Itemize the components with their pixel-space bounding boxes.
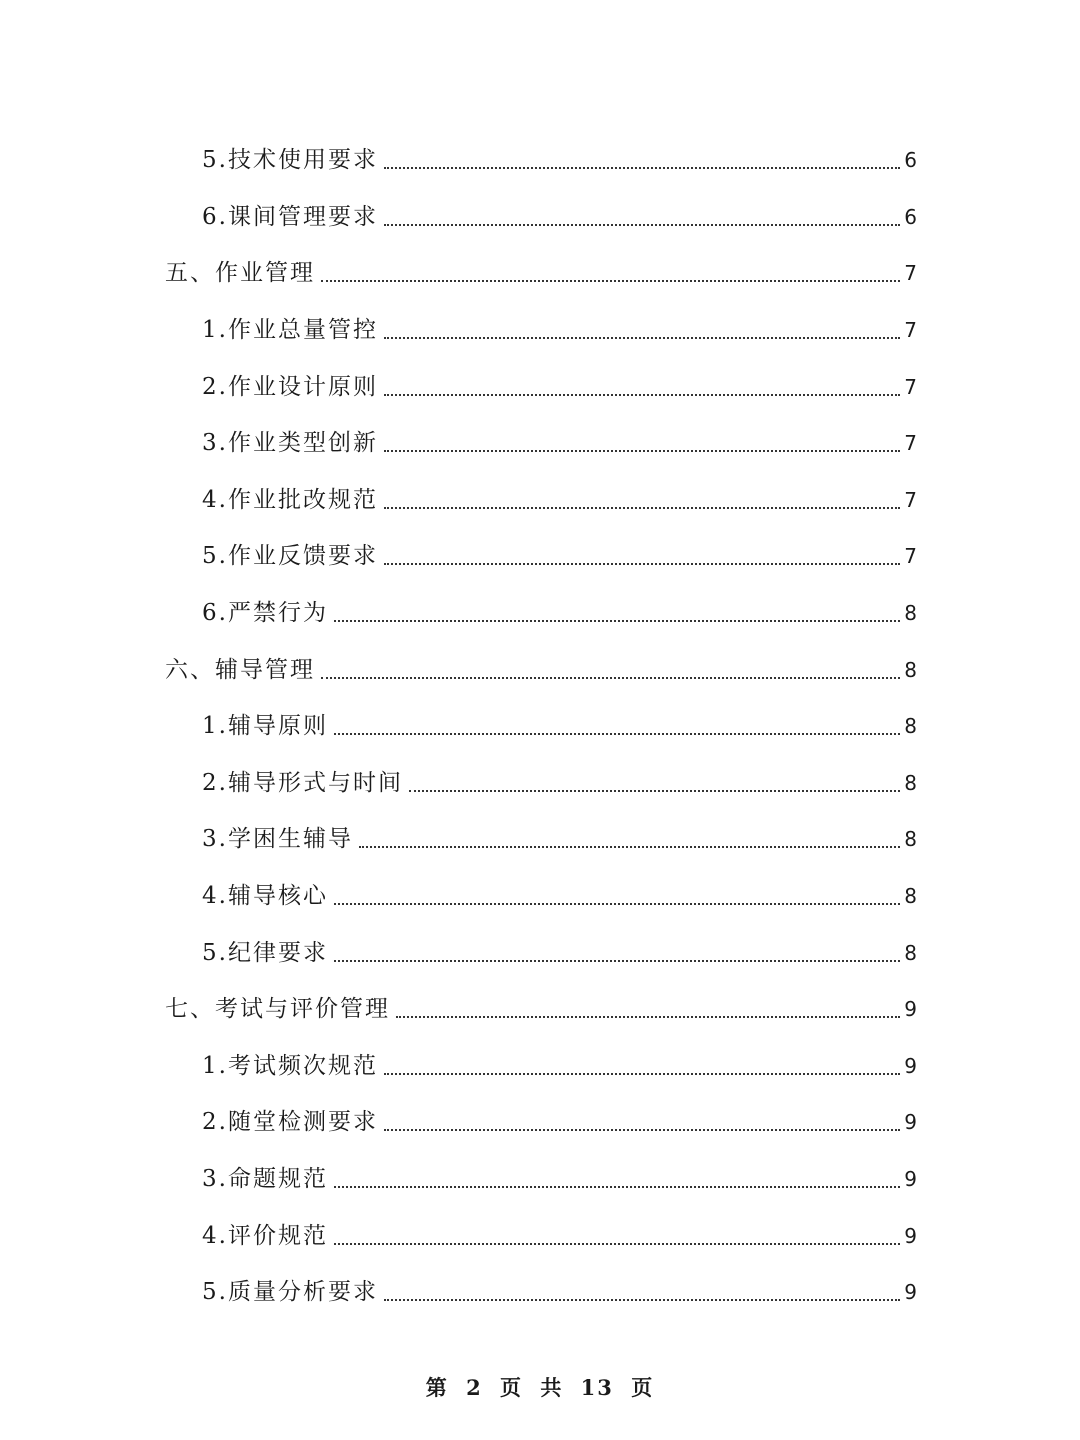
footer-suffix: 页 [631, 1375, 655, 1400]
toc-entry-page: 9 [904, 1280, 917, 1304]
toc-dot-leader [384, 1072, 900, 1075]
toc-entry-title: 五、作业管理 [165, 260, 315, 286]
toc-entry-title: 5.纪律要求 [202, 940, 328, 966]
footer-current-page: 2 [466, 1375, 483, 1400]
toc-dot-leader [334, 732, 900, 735]
toc-dot-leader [384, 562, 900, 565]
toc-entry-title: 5.技术使用要求 [202, 147, 378, 173]
toc-entry-page: 9 [904, 1167, 917, 1191]
toc-entry-page: 9 [904, 997, 917, 1021]
toc-dot-leader [384, 223, 900, 226]
toc-entry-title: 1.辅导原则 [202, 713, 328, 739]
toc-dot-leader [334, 959, 900, 962]
toc-entry-title: 5.作业反馈要求 [202, 543, 378, 569]
toc-dot-leader [384, 1298, 900, 1301]
toc-entry[interactable] [202, 876, 917, 916]
toc-entry-title: 2.作业设计原则 [202, 374, 378, 400]
footer-prefix: 第 [425, 1375, 449, 1400]
toc-entry-page: 7 [904, 318, 917, 342]
toc-entry[interactable] [202, 1159, 917, 1199]
toc-dot-leader [321, 676, 900, 679]
toc-entry-title: 七、考试与评价管理 [165, 996, 390, 1022]
toc-entry[interactable] [202, 480, 917, 520]
toc-entry[interactable] [202, 310, 917, 350]
toc-section-entry[interactable] [165, 650, 917, 690]
toc-entry[interactable] [202, 423, 917, 463]
toc-entry-page: 7 [904, 261, 917, 285]
toc-entry-page: 6 [904, 205, 917, 229]
toc-dot-leader [334, 1242, 900, 1245]
toc-entry-page: 9 [904, 1054, 917, 1078]
toc-dot-leader [384, 1128, 900, 1131]
toc-entry-title: 2.随堂检测要求 [202, 1109, 378, 1135]
toc-entry-title: 六、辅导管理 [165, 657, 315, 683]
footer-page-word: 页 [500, 1375, 524, 1400]
toc-entry-page: 9 [904, 1224, 917, 1248]
toc-entry-page: 7 [904, 431, 917, 455]
toc-entry-page: 8 [904, 941, 917, 965]
toc-entry-title: 5.质量分析要求 [202, 1279, 378, 1305]
toc-entry-page: 8 [904, 771, 917, 795]
toc-dot-leader [384, 166, 900, 169]
toc-entry-page: 8 [904, 884, 917, 908]
footer-total-pages: 13 [580, 1375, 614, 1400]
toc-dot-leader [321, 279, 900, 282]
toc-entry-title: 1.作业总量管控 [202, 317, 378, 343]
toc-entry[interactable] [202, 706, 917, 746]
toc-entry-title: 6.严禁行为 [202, 600, 328, 626]
page-footer [0, 1372, 1080, 1402]
toc-dot-leader [334, 1185, 900, 1188]
toc-dot-leader [334, 619, 900, 622]
toc-entry[interactable] [202, 593, 917, 633]
toc-entry-page: 6 [904, 148, 917, 172]
toc-entry[interactable] [202, 197, 917, 237]
toc-entry-title: 4.辅导核心 [202, 883, 328, 909]
toc-entry-title: 4.作业批改规范 [202, 487, 378, 513]
toc-dot-leader [409, 789, 900, 792]
toc-entry[interactable] [202, 1272, 917, 1312]
footer-total-word: 共 [540, 1375, 564, 1400]
toc-entry-title: 6.课间管理要求 [202, 204, 378, 230]
toc-entry-page: 7 [904, 488, 917, 512]
toc-entry-page: 9 [904, 1110, 917, 1134]
toc-entry-page: 8 [904, 827, 917, 851]
toc-entry[interactable] [202, 819, 917, 859]
toc-entry-page: 8 [904, 658, 917, 682]
toc-entry-page: 8 [904, 714, 917, 738]
toc-entry[interactable] [202, 1046, 917, 1086]
toc-dot-leader [384, 449, 900, 452]
toc-entry[interactable] [202, 1216, 917, 1256]
toc-entry-title: 3.学困生辅导 [202, 826, 353, 852]
toc-entry-page: 8 [904, 601, 917, 625]
toc-entry[interactable] [202, 140, 917, 180]
toc-entry[interactable] [202, 763, 917, 803]
toc-entry[interactable] [202, 933, 917, 973]
toc-section-entry[interactable] [165, 253, 917, 293]
toc-entry-title: 1.考试频次规范 [202, 1053, 378, 1079]
toc-section-entry[interactable] [165, 989, 917, 1029]
toc-entry-title: 3.命题规范 [202, 1166, 328, 1192]
toc-entry[interactable] [202, 1102, 917, 1142]
toc-dot-leader [384, 393, 900, 396]
toc-dot-leader [396, 1015, 900, 1018]
toc-entry-title: 3.作业类型创新 [202, 430, 378, 456]
toc-entry[interactable] [202, 536, 917, 576]
toc-entry[interactable] [202, 367, 917, 407]
toc-dot-leader [384, 506, 900, 509]
toc-entry-title: 4.评价规范 [202, 1223, 328, 1249]
toc-dot-leader [334, 902, 900, 905]
toc-dot-leader [359, 845, 900, 848]
toc-entry-title: 2.辅导形式与时间 [202, 770, 403, 796]
toc-entry-page: 7 [904, 544, 917, 568]
toc-dot-leader [384, 336, 900, 339]
toc-entry-page: 7 [904, 375, 917, 399]
